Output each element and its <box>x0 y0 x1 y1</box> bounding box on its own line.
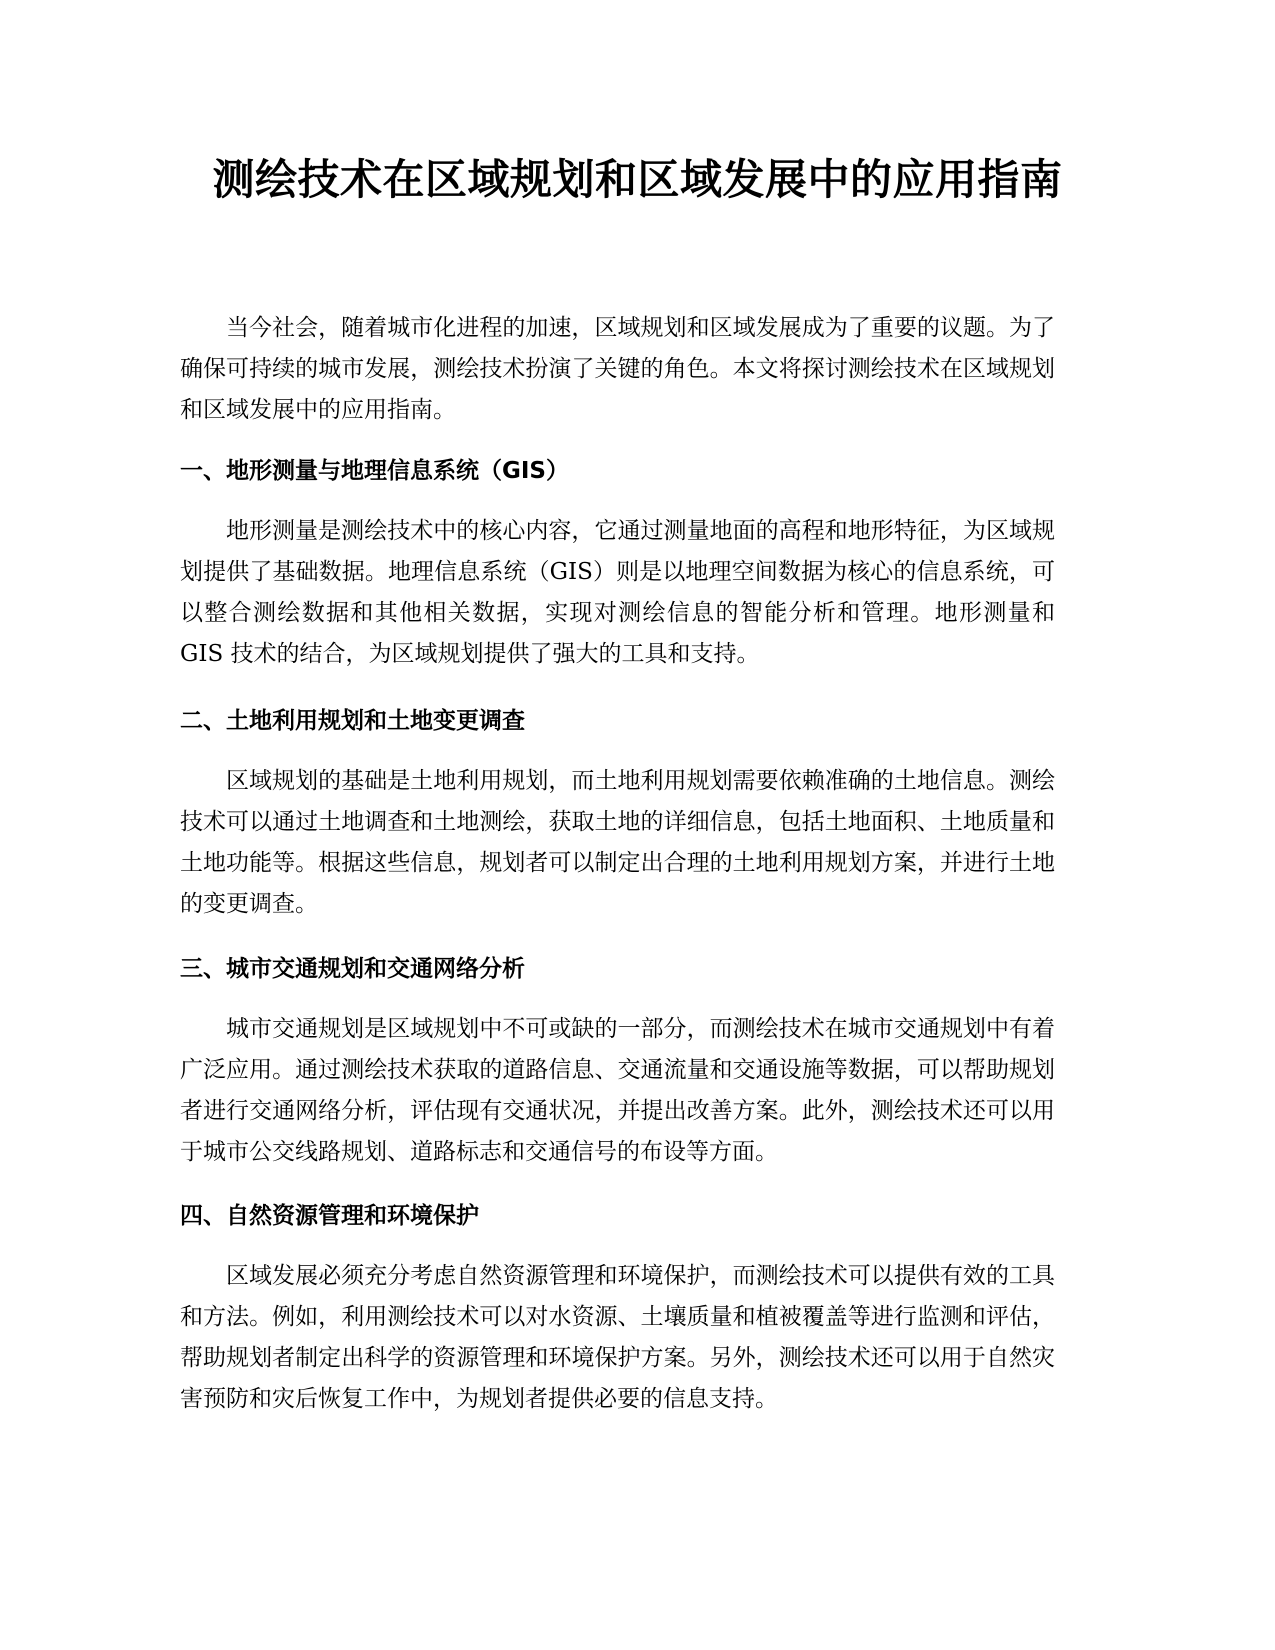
section-heading: 三、城市交通规划和交通网络分析 <box>180 956 525 982</box>
section-paragraph: 区域发展必须充分考虑自然资源管理和环境保护，而测绘技术可以提供有效的工具和方法。例如，利用测绘技术可以对水资源、土壤质量和植被覆盖等进行监测和评估，帮助规划者制定出科学的资源管理和环境保护方案。另外，测绘技术还可以用于自然灾害预防和灾后恢复工作中，为规划者提供必要的信息支持。 <box>180 1263 1055 1412</box>
intro-paragraph: 当今社会，随着城市化进程的加速，区域规划和区域发展成为了重要的议题。为了确保可持续的城市发展，测绘技术扮演了关键的角色。本文将探讨测绘技术在区域规划和区域发展中的应用指南。 <box>180 315 1055 423</box>
section-paragraph: 地形测量是测绘技术中的核心内容，它通过测量地面的高程和地形特征，为区域规划提供了基础数据。地理信息系统（GIS）则是以地理空间数据为核心的信息系统，可以整合测绘数据和其他相关数据，实现对测绘信息的智能分析和管理。地形测量和 GIS 技术的结合，为区域规划提供了强大的工具和支持。 <box>180 518 1055 667</box>
section-heading: 二、土地利用规划和土地变更调查 <box>180 708 525 734</box>
section-heading: 四、自然资源管理和环境保护 <box>180 1203 479 1229</box>
section-3 <box>180 953 1055 1173</box>
section-paragraph: 区域规划的基础是土地利用规划，而土地利用规划需要依赖准确的土地信息。测绘技术可以通过土地调查和土地测绘，获取土地的详细信息，包括土地面积、土地质量和土地功能等。根据这些信息，规划者可以制定出合理的土地利用规划方案，并进行土地的变更调查。 <box>180 768 1055 917</box>
section-paragraph: 城市交通规划是区域规划中不可或缺的一部分，而测绘技术在城市交通规划中有着广泛应用。通过测绘技术获取的道路信息、交通流量和交通设施等数据，可以帮助规划者进行交通网络分析，评估现有交通状况，并提出改善方案。此外，测绘技术还可以用于城市公交线路规划、道路标志和交通信号的布设等方面。 <box>180 1016 1055 1165</box>
section-heading: 一、地形测量与地理信息系统（GIS） <box>180 458 570 484</box>
section-1 <box>180 455 1055 675</box>
document-title: 测绘技术在区域规划和区域发展中的应用指南 <box>212 155 1063 204</box>
section-2 <box>180 705 1055 925</box>
section-4 <box>180 1200 1055 1420</box>
